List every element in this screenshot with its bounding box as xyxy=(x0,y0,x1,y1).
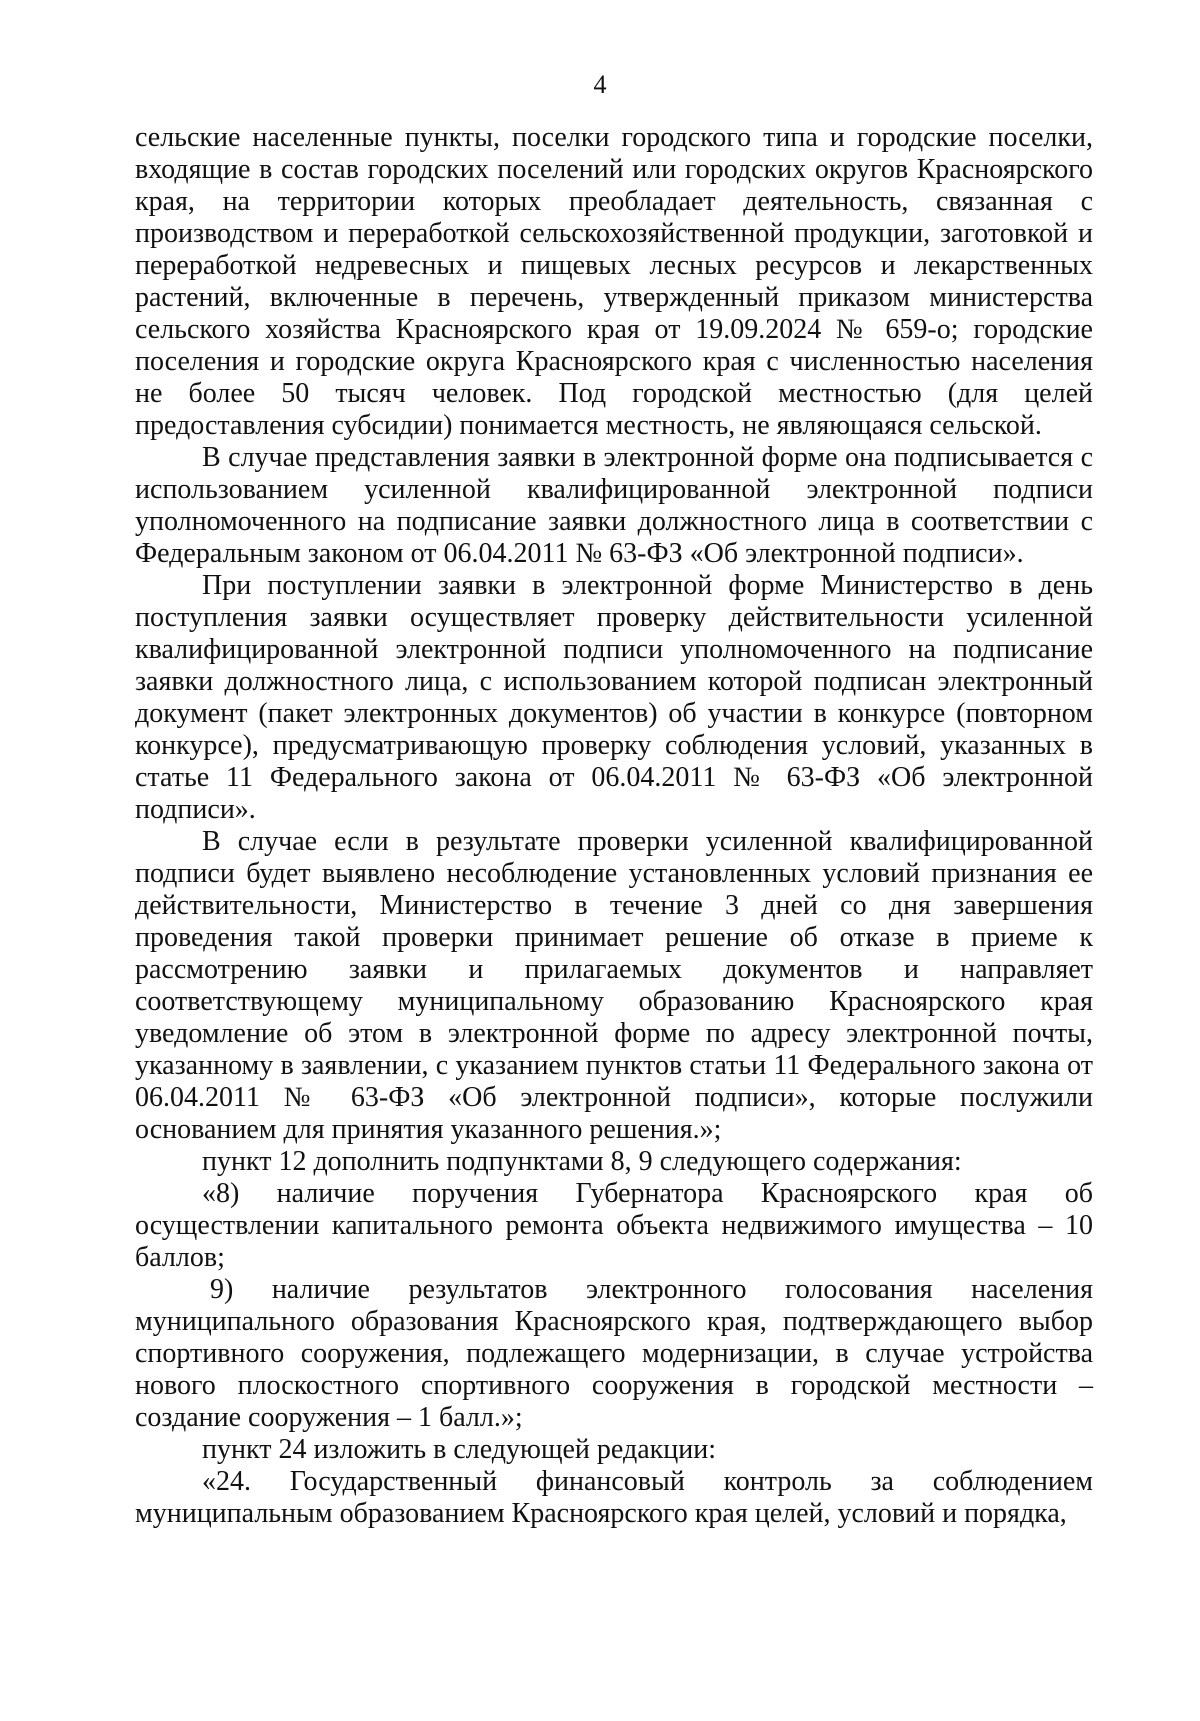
paragraph-verification-refusal: В случае если в результате проверки усиленной квалифицированной подписи будет выявлено несоблюдение установленных условий признания ее действительности, Министерство в течение 3 дней со дня завершения проведения такой проверки принимает решение об отказе в приеме к рассмотрению заявки и прилагаемых документов и направляет соответствующему муниципальному образованию Красноярского края уведомление об этом в электронной форме по адресу электронной почты, указанному в заявлении, с указанием пунктов статьи 11 Федерального закона от 06.04.2011 № 63-ФЗ «Об электронной подписи», которые послужили основанием для принятия указанного решения.»; xyxy=(135,826,1093,1145)
paragraph-electronic-signature: В случае представления заявки в электронной форме она подписывается с использованием усиленной квалифицированной электронной подписи уполномоченного на подписание заявки должностного лица в соответствии с Федеральным законом от 06.04.2011 № 63-ФЗ «Об электронной подписи». xyxy=(135,442,1093,569)
paragraph-item-12-amendment: пункт 12 дополнить подпунктами 8, 9 следующего содержания: xyxy=(202,1146,962,1177)
paragraph-signature-verification: При поступлении заявки в электронной форме Министерство в день поступления заявки осуществляет проверку действительности усиленной квалифицированной электронной подписи уполномоченного на подписание заявки должностного лица, с использованием которой подписан электронный документ (пакет электронных документов) об участии в конкурсе (повторном конкурсе), предусматривающую проверку соблюдения условий, указанных в статье 11 Федерального закона от 06.04.2011 № 63-ФЗ «Об электронной подписи». xyxy=(135,570,1093,825)
paragraph-subitem-8: «8) наличие поручения Губернатора Красноярского края об осуществлении капитального ремонта объекта недвижимого имущества – 10 баллов; xyxy=(135,1178,1093,1273)
paragraph-item-24-amendment: пункт 24 изложить в следующей редакции: xyxy=(202,1434,716,1465)
document-body xyxy=(135,122,1093,1530)
paragraph-item-24-text: «24. Государственный финансовый контроль за соблюдением муниципальным образованием Красноярского края целей, условий и порядка, xyxy=(135,1466,1093,1529)
page-number: 4 xyxy=(593,70,607,99)
paragraph-subitem-9: 9) наличие результатов электронного голосования населения муниципального образования Красноярского края, подтверждающего выбор спортивного сооружения, подлежащего модернизации, в случае устройства нового плоскостного спортивного сооружения в городской местности – создание сооружения – 1 балл.»; xyxy=(135,1274,1093,1433)
paragraph-rural-definition: сельские населенные пункты, поселки городского типа и городские поселки, входящие в состав городских поселений или городских округов Красноярского края, на территории которых преобладает деятельность, связанная с производством и переработкой сельскохозяйственной продукции, заготовкой и переработкой недревесных и пищевых лесных ресурсов и лекарственных растений, включенные в перечень, утвержденный приказом министерства сельского хозяйства Красноярского края от 19.09.2024 № 659-о; городские поселения и городские округа Красноярского края с численностью населения не более 50 тысяч человек. Под городской местностью (для целей предоставления субсидии) понимается местность, не являющаяся сельской. xyxy=(135,122,1093,441)
